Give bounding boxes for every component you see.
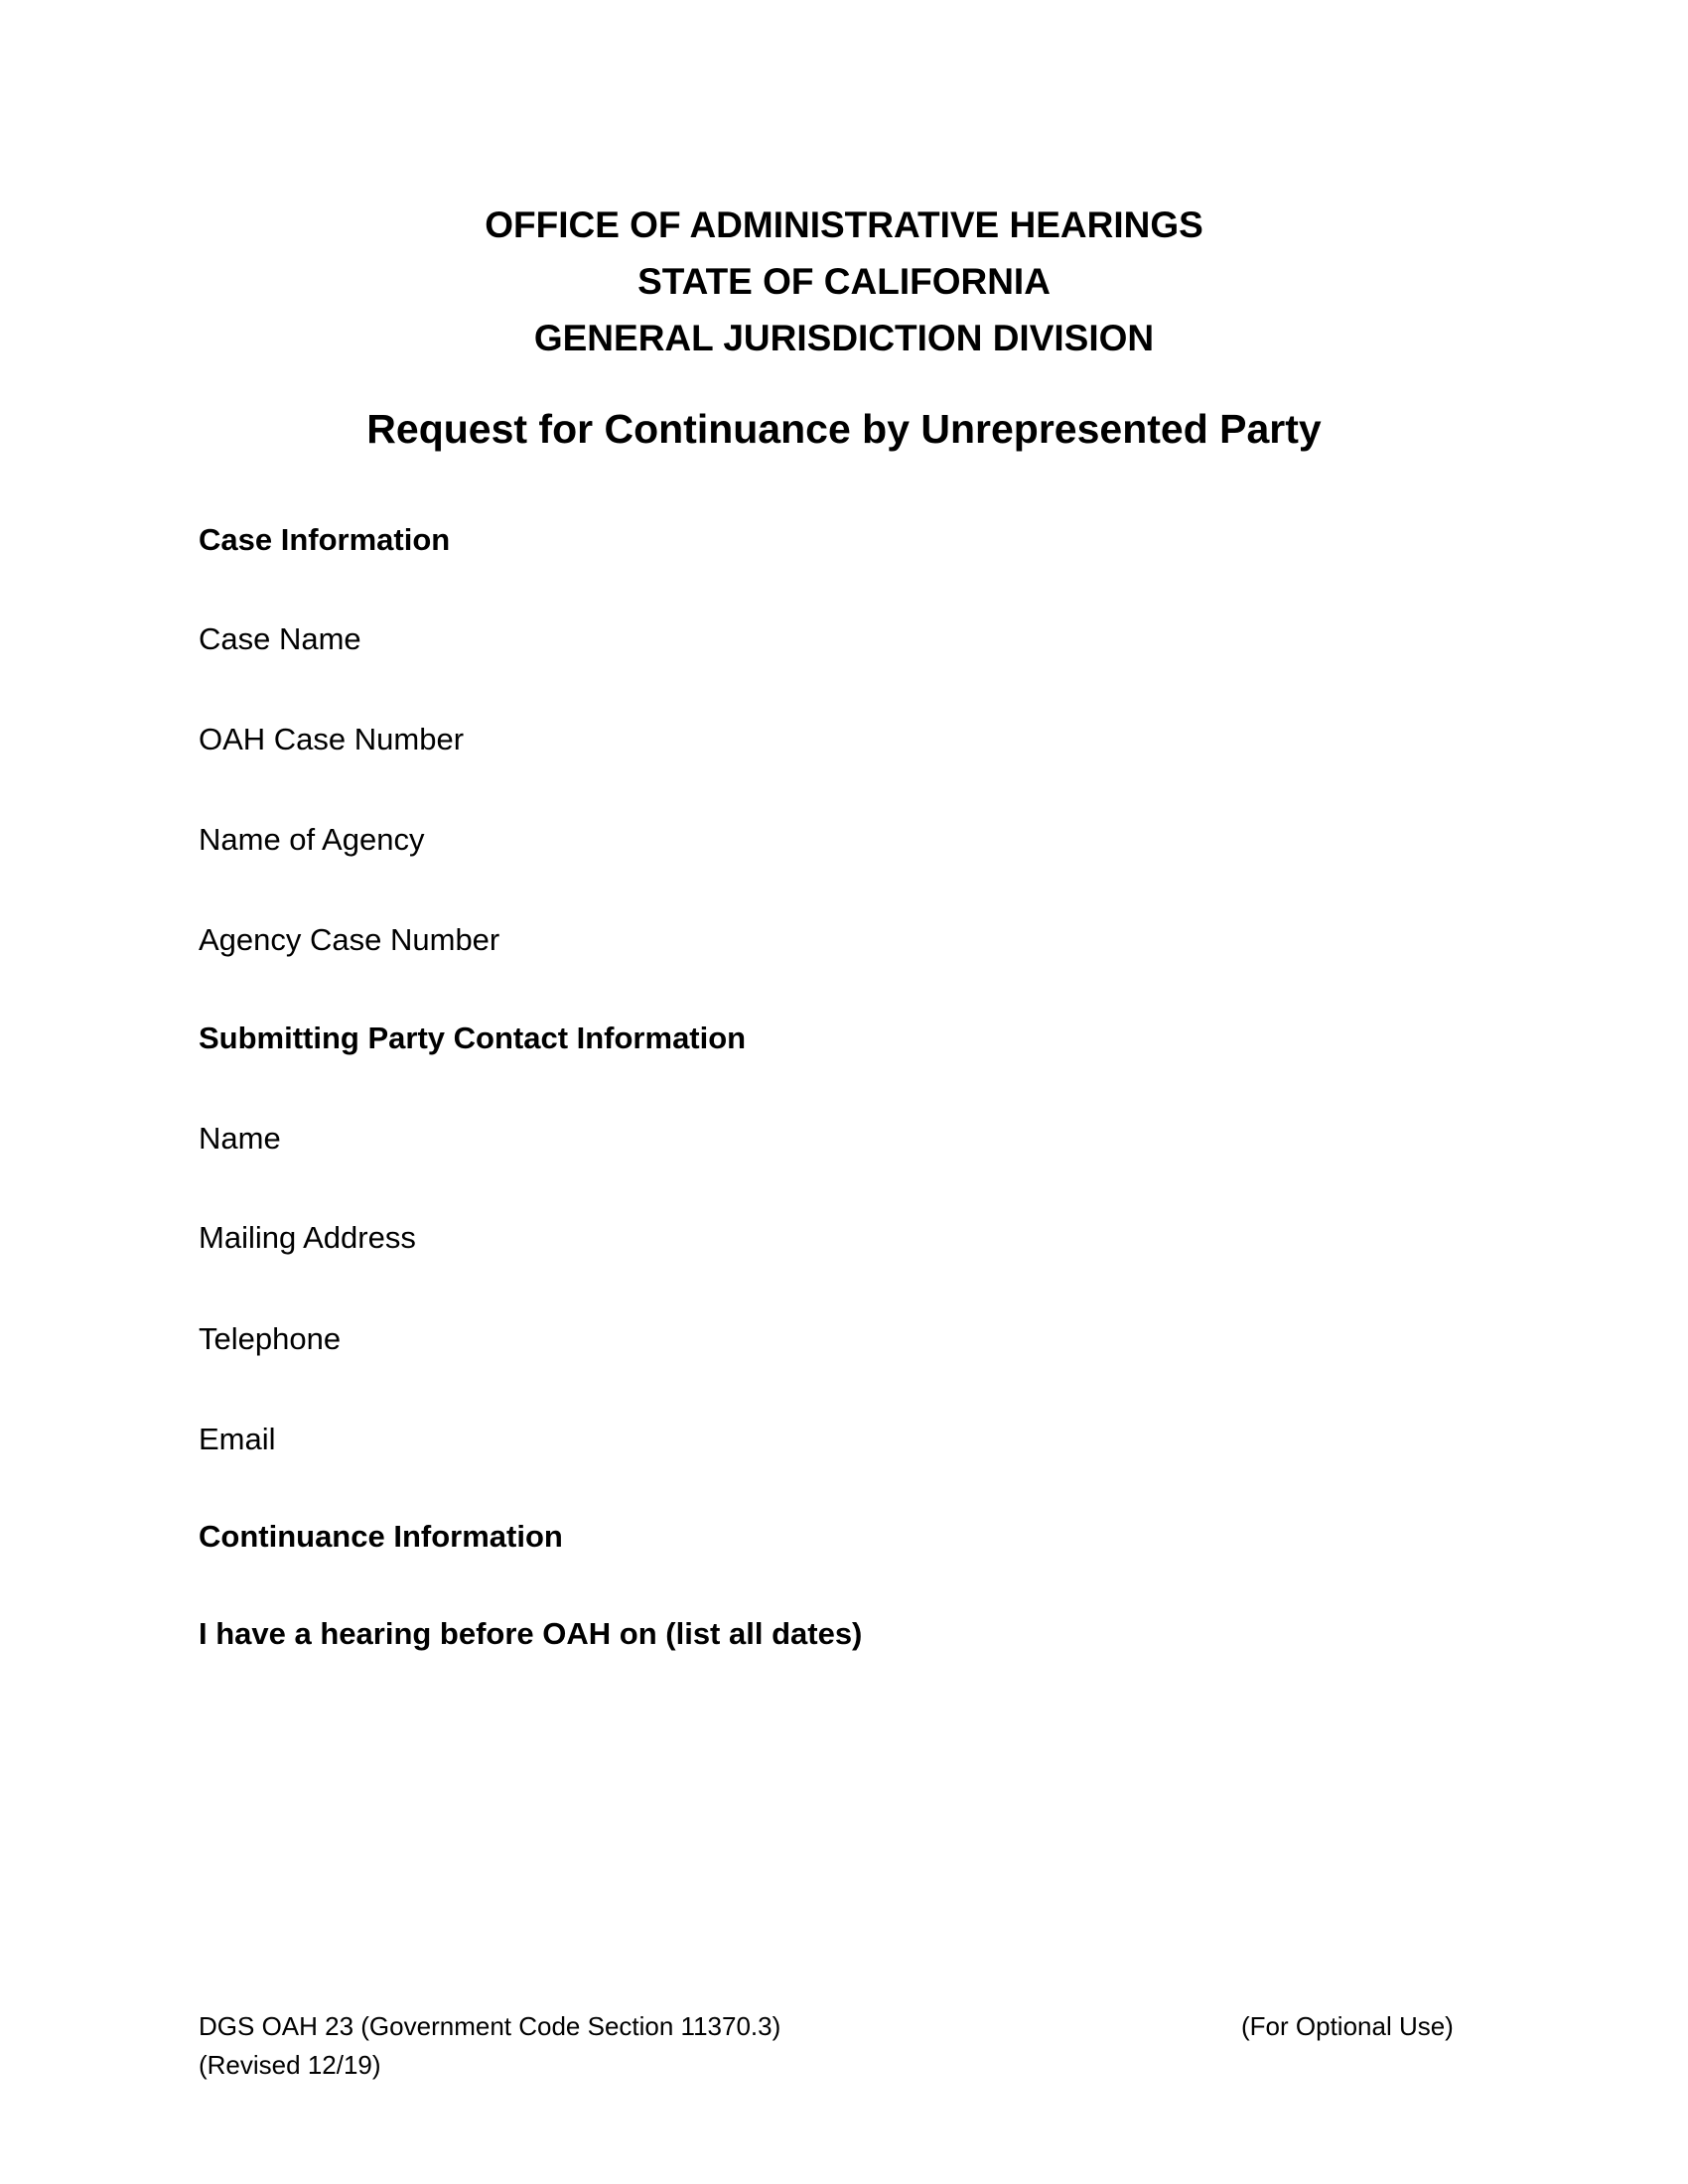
header-state-name: STATE OF CALIFORNIA — [637, 261, 1051, 302]
footer-usage-note: (For Optional Use) — [1241, 2011, 1454, 2041]
footer-form-id: DGS OAH 23 (Government Code Section 11370.3) — [199, 2011, 781, 2041]
section-heading-case-information: Case Information — [199, 522, 451, 557]
field-label-email: Email — [199, 1422, 276, 1456]
field-label-agency-case-number: Agency Case Number — [199, 922, 500, 957]
field-label-name: Name — [199, 1121, 281, 1156]
field-label-mailing-address: Mailing Address — [199, 1220, 416, 1255]
field-label-telephone: Telephone — [199, 1321, 342, 1356]
hearing-dates-prompt: I have a hearing before OAH on (list all dates) — [199, 1616, 863, 1651]
field-label-oah-case-number: OAH Case Number — [199, 722, 465, 756]
page-title: Request for Continuance by Unrepresented Party — [366, 406, 1322, 452]
section-heading-submitting-party: Submitting Party Contact Information — [199, 1021, 747, 1055]
field-label-name-of-agency: Name of Agency — [199, 822, 425, 857]
field-label-case-name: Case Name — [199, 621, 361, 656]
section-heading-continuance-information: Continuance Information — [199, 1519, 563, 1554]
header-office-name: OFFICE OF ADMINISTRATIVE HEARINGS — [485, 205, 1203, 245]
header-division-name: GENERAL JURISDICTION DIVISION — [533, 318, 1155, 358]
footer-revision-date: (Revised 12/19) — [199, 2050, 381, 2080]
